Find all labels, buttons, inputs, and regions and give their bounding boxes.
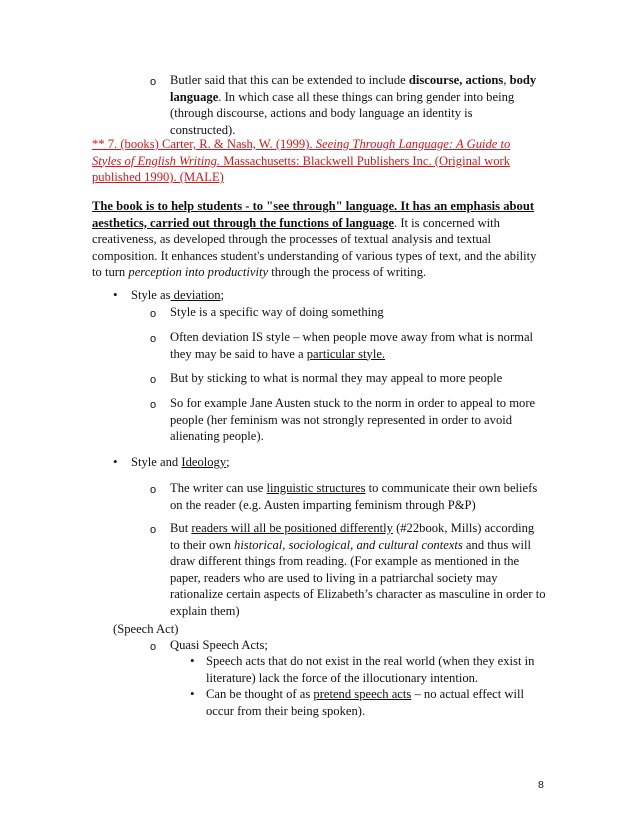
style-ideology-heading: Style and Ideology; [131,455,230,469]
bullet-marker: • [113,287,118,302]
circle-marker: o [150,374,157,386]
circle-marker: o [150,308,157,320]
butler-paragraph: Butler said that this can be extended to include discourse, actions, body language. In which case all these things can bring gender into being (through discourse, actions and body language an identity is constructed). [170,73,537,137]
circle-marker: o [150,333,157,345]
ideology-point-2: But readers will all be positioned differently (#22book, Mills) according to their own historical, sociological, and cultural contexts and thus will draw different things from reading. (For example as mentioned in the paper, readers who are used to living in a patriarchal society may rationalize certain aspects of Elizabeth’s character as masculine in order to explain them) [170,521,546,618]
speech-act-point-2: Can be thought of as pretend speech acts – no actual effect will occur from their being spoken). [206,687,525,718]
bullet-marker: • [190,653,195,668]
page-number: 8 [538,779,544,791]
reference-citation: ** 7. (books) Carter, R. & Nash, W. (1999). Seeing Through Language: A Guide to Styles of English Writing. Massachusetts: Blackwell Publishers Inc. (Original work published 1990). (MALE) [92,137,511,184]
summary-paragraph: The book is to help students - to "see through" language. It has an emphasis about aesthetics, carried out through the functions of language. It is concerned with creativeness, as developed through the processes of textual analysis and textual composition. It enhances student's understanding of various types of text, and the ability to turn perception into productivity through the process of writing. [92,199,537,279]
bullet-marker: • [190,686,195,701]
ideology-point-1: The writer can use linguistic structures to communicate their own beliefs on the reader (e.g. Austen imparting feminism through P&P) [170,481,538,512]
circle-marker: o [150,76,157,88]
speech-act-point-1: Speech acts that do not exist in the real world (when they exist in literature) lack the force of the illocutionary intention. [206,654,535,685]
deviation-point-3: But by sticking to what is normal they may appeal to more people [170,371,503,385]
circle-marker: o [150,641,157,653]
circle-marker: o [150,399,157,411]
bullet-marker: • [113,454,118,469]
speech-act-heading: (Speech Act) [113,622,179,636]
quasi-speech-acts-item: Quasi Speech Acts; [170,638,268,652]
circle-marker: o [150,484,157,496]
circle-marker: o [150,524,157,536]
style-deviation-heading: Style as deviation; [131,288,225,302]
deviation-point-2: Often deviation IS style – when people move away from what is normal they may be said to have a particular style. [170,330,534,361]
deviation-point-1: Style is a specific way of doing something [170,305,384,319]
deviation-point-4: So for example Jane Austen stuck to the norm in order to appeal to more people (her feminism was not strongly represented in order to avoid alienating people). [170,396,536,443]
